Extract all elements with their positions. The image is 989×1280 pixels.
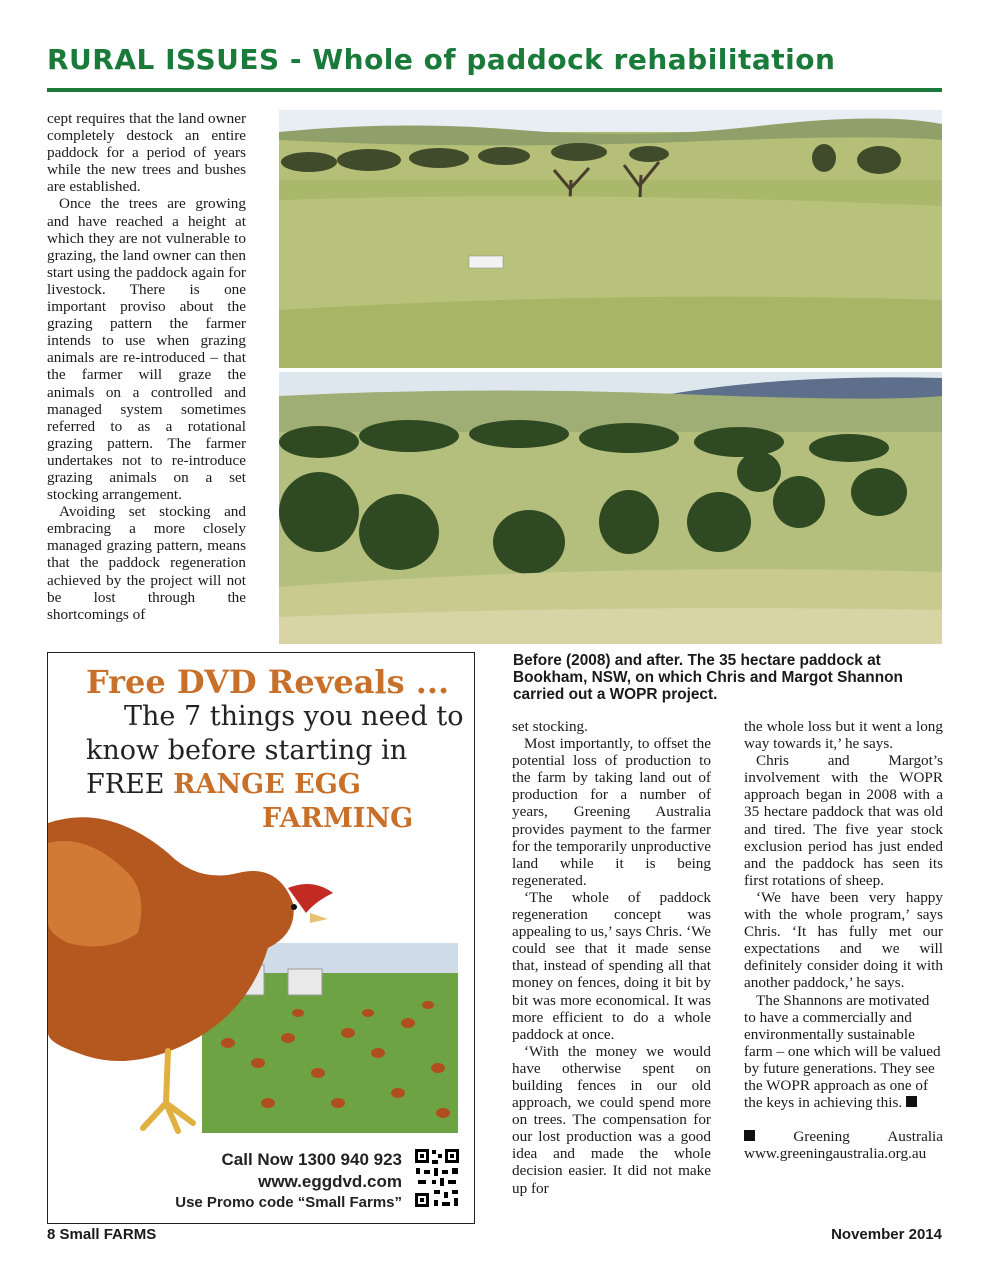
middle-paragraph: set stocking. — [512, 718, 588, 735]
right-paragraph-text: The Shannons are motivated to have a commercially and environmentally sustainable farm – one which will be valued by future generations. They see the WOPR approach as one of the keys in achieving this. — [744, 991, 941, 1112]
ad-headline: Free DVD Reveals ... — [86, 663, 450, 701]
ad-line: FREE — [86, 769, 165, 800]
ad-line: The 7 things you need to — [124, 701, 464, 732]
right-text-column — [744, 718, 943, 1162]
credit-org: Greening Australia — [793, 1128, 943, 1146]
ad-line: know before starting in — [86, 735, 408, 766]
page-header — [47, 40, 942, 92]
qr-code-icon[interactable] — [414, 1148, 460, 1208]
left-paragraph: Avoiding set stocking and embracing a more closely managed grazing pattern, means that the paddock regeneration achieved by the project will not be lost through the shortcomings of — [47, 503, 246, 623]
ad-promo-code: Use Promo code “Small Farms” — [175, 1194, 402, 1211]
hen-illustration — [48, 783, 474, 1143]
middle-paragraph: Most importantly, to offset the potential loss of production to the farm by taking land out of production for a number of years, Greening Australia provides payment to the farmer for the temporarily unproductive land while it is being regenerated. — [512, 735, 711, 889]
end-mark-icon — [906, 1096, 917, 1107]
middle-paragraph: ‘The whole of paddock regeneration concept was appealing to us,’ says Chris. ‘We could see that it made sense that, instead of spending all that money on fences, doing it bit by bit was more economical. It was more efficient to do a whole paddock at once. — [512, 888, 711, 1043]
dvd-advertisement[interactable] — [47, 652, 475, 1224]
before-photo — [279, 110, 942, 368]
middle-text-column — [512, 718, 711, 1197]
article-credit — [744, 1128, 943, 1145]
photo-caption: Before (2008) and after. The 35 hectare paddock at Bookham, NSW, on which Chris and Margot Shannon carried out a WOPR project. — [513, 652, 903, 703]
right-paragraph: Chris and Margot’s involvement with the WOPR approach began in 2008 with a 35 hectare paddock that was old and tired. The five year stock exclusion period has just ended and the paddock has seen its first rotations of sheep. — [744, 752, 943, 889]
right-paragraph: ‘We have been very happy with the whole program,’ says Chris. ‘It has fully met our expectations and we will definitely consider doing it with another paddock,’ he says. — [744, 888, 943, 992]
middle-paragraph: ‘With the money we would have otherwise spent on building fences in our old approach, we could spend more on trees. The compensation for our lost production was a good idea and made the whole decision easier. It did not make up for — [512, 1042, 711, 1197]
ad-website-link[interactable]: www.eggdvd.com — [258, 1172, 402, 1191]
right-paragraph: the whole loss but it went a long way towards it,’ he says. — [744, 718, 943, 753]
footer-right: November 2014 — [831, 1226, 942, 1243]
ad-accent-text: FARMING — [262, 803, 414, 834]
credit-mark-icon — [744, 1130, 755, 1141]
footer-left: 8 Small FARMS — [47, 1226, 157, 1243]
credit-url[interactable]: www.greeningaustralia.org.au — [744, 1145, 927, 1163]
right-paragraph — [744, 992, 943, 1112]
left-paragraph: cept requires that the land owner completely destock an entire paddock for a period of years while the new trees and bushes are established. — [47, 110, 246, 196]
ad-phone[interactable]: Call Now 1300 940 923 — [221, 1150, 402, 1169]
page-title: RURAL ISSUES - Whole of paddock rehabilitation — [47, 43, 836, 76]
left-text-column — [47, 110, 246, 623]
after-photo — [279, 372, 942, 644]
ad-accent-text: RANGE EGG — [173, 769, 361, 800]
left-paragraph: Once the trees are growing and have reached a height at which they are not vulnerable to grazing, the land owner can then start using the paddock again for livestock. There is one important proviso about the grazing pattern the farmer intends to use when grazing animals are re-introduced – that the farmer will graze the animals on a controlled and managed system sometimes referred to as a rotational grazing pattern. The farmer undertakes not to re-introduce grazing animals on a set stocking arrangement. — [47, 195, 246, 504]
